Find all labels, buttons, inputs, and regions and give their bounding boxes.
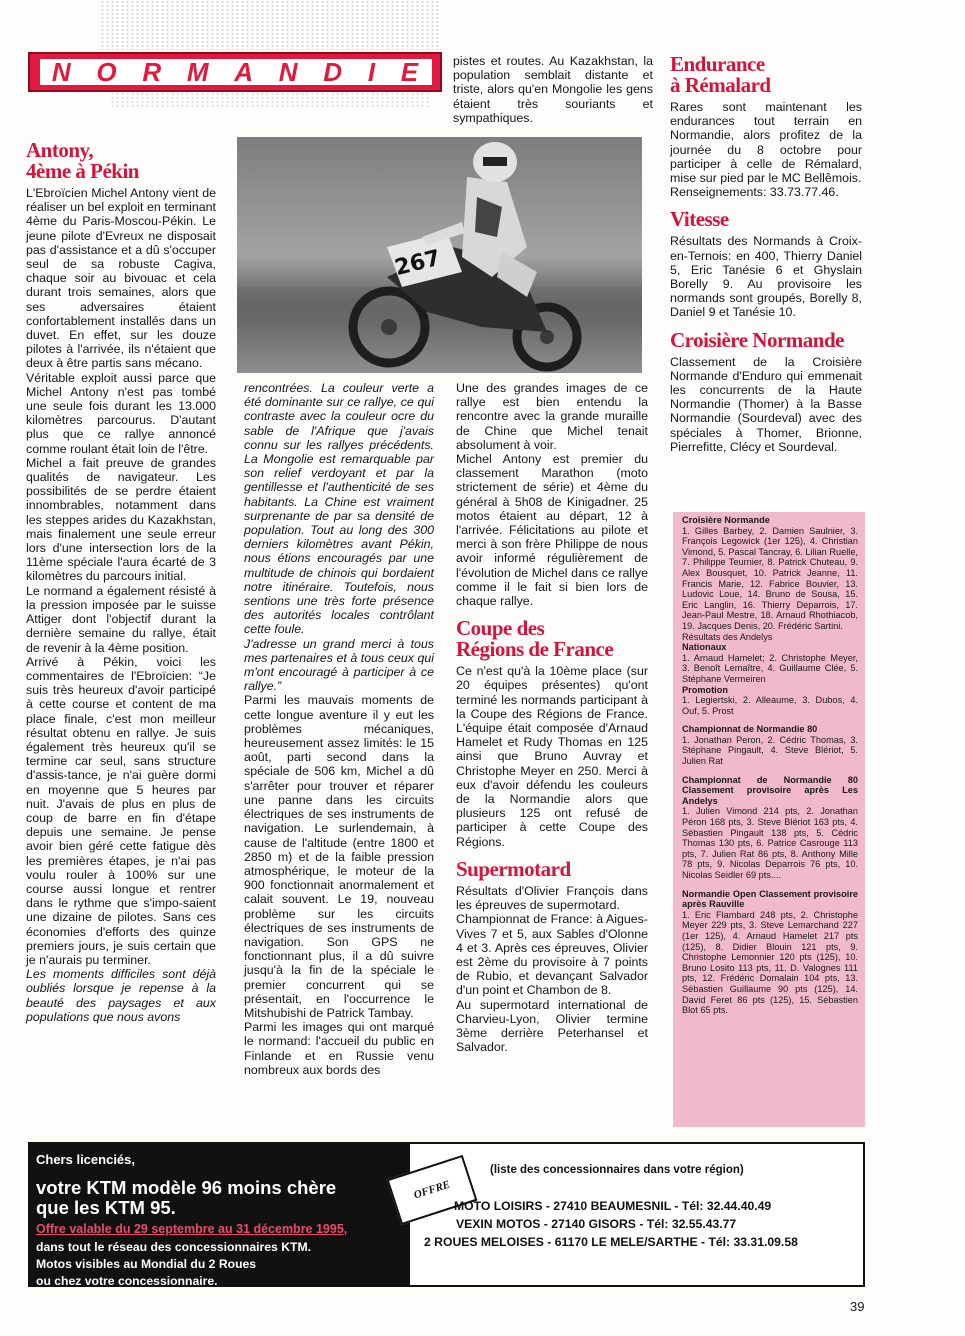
race-number: 267 — [392, 245, 444, 282]
banner-letter: E — [400, 56, 421, 87]
article-title — [670, 54, 862, 96]
article-col3 — [456, 381, 648, 1054]
paragraph: Le normand a également résisté à la pression imposée par le suisse Attiger dont l'objectif durant la dernière semaine du rallye, était de revenir à la 4ème position. — [26, 583, 216, 655]
ad-detail-line: Motos visibles au Mondial du 2 Roues — [36, 1257, 257, 1271]
banner-letter: R — [142, 56, 164, 87]
banner-letter: I — [367, 56, 378, 87]
article-title-line: à Rémalard — [670, 73, 771, 97]
results-heading: Nationaux — [682, 642, 727, 653]
results-heading: Promotion — [682, 684, 728, 695]
offer-stamp: OFFRE — [387, 1155, 478, 1225]
paragraph: Parmi les images qui ont marqué le normand: l'accueil du public en Finlande et en Russie venu nombreux aux bords des — [244, 1020, 434, 1077]
article-title-line: Endurance — [670, 52, 765, 76]
article-title — [26, 140, 216, 182]
article-title-line: 4ème à Pékin — [26, 159, 139, 183]
banner-texture-bottom — [110, 92, 430, 108]
ktm-advertisement — [28, 1142, 865, 1287]
motocross-photo — [237, 137, 642, 373]
paragraph: Classement de la Croisière Normande d'Enduro qui emmenait les concurrents de la Haute Normandie (Thomer) à la Basse Normandie (Sourdeval) avec des spéciales à Thomer, Brionne, Pierrefitte, Clécy et Sourdeval. — [670, 354, 862, 454]
paragraph: J'adresse un grand merci à tous mes partenaires et à tous ceux qui m'ont encouragé à participer à ce rallye.” — [244, 636, 434, 694]
paragraph: Une des grandes images de ce rallye est bien entendu la rencontre avec la grande muraille de Chine que Michel tenait absolument à voir. — [456, 381, 648, 452]
paragraph: Résultats des Normands à Croix-en-Ternois: en 400, Thierry Daniel 5, Eric Tanésie 6 et Ghyslain Borelly 9. Au provisoire les normands sont groupés, Borelly 8, Daniel 9 et Tanésie 10. — [670, 234, 862, 320]
paragraph: pistes et routes. Au Kazakhstan, la population semblait distante et triste, alors qu'en Mongolie les gens étaient très souriants et sympathiques. — [453, 54, 653, 125]
paragraph: Parmi les mauvais moments de cette longue aventure il y eut les problèmes mécaniques, heureusement assez limités: le 15 août, parti second dans la spéciale de 506 km, Michel a dû s'arrêter pour trouver et réparer une panne dans les circuits électriques de ses instruments de navigation. Le surlendemain, à cause de l'altitude (entre 1800 et 2850 m) et de la faible pression atmosphérique, le moteur de la 900 fonctionnait anormalement et calait souvent. Le 19, nouveau problème sur les circuits électriques de ses instruments de navigation. Son GPS ne fonctionnant plus, il a dû suivre jusqu'à la fin de la spéciale le premier concurrent qui se présentait, en l'occurrence le Mitshubishi de Patrick Tambay. — [244, 693, 434, 1020]
results-text: 1. Gilles Barbey, 2. Damien Saulnier, 3. François Legowick (1er 125), 4. Christian Vimond, 5. Pascal Tancray, 6. Lilian Ruelle, 7. Philippe Teurnier, 8. Patrick Chuteau, 9. Alex Bousquet, 10. Patrick Jeanne, 11. Francis Marie, 12. Fabrice Bouvier, 13. Ludovic Loue, 14. Bruno de Sousa, 15. Eric Langlin, 16. Thierry Deparrois, 17. Jean-Paul Mestre, 18. Arnaud Rhothiacob, 19. Jacques Denis, 20. Frédéric Sartini. — [682, 525, 858, 631]
article-title — [456, 618, 648, 660]
banner-texture-top — [100, 0, 440, 50]
banner-letter: M — [186, 56, 211, 87]
page-number: 39 — [850, 1299, 865, 1314]
dealer-line: MOTO LOISIRS - 27410 BEAUMESNIL - Tél: 32.44.40.49 — [454, 1199, 772, 1213]
paragraph: Arrivé à Pékin, voici les commentaires de l'Ebroïcien: “Je suis très heureux d'avoir participé à cette course et content de ma place finale, c'est mon meilleur résultat obtenu en rallye. Je suis également très heureux qu'il se termine car seul, sans structure d'assis-tance, je n'ai guère dormi en moyenne que 5 heures par nuit. J'avais de plus en plus de coup de barre en fin d'étape depuis une semaine. Je pense avoir bien géré cette fatigue dès les premières étapes, je n'ai pas voulu rouler à 100% sur une course aussi longue et rentrer dans le rythme que s'impo-saient une dizaine de pilotes. Sans ces économies d'efforts des quinze premiers jours, je suis certain que je n'aurais pu terminer. — [26, 654, 216, 967]
ad-dealers-panel — [410, 1144, 863, 1285]
paragraph: Au supermotard international de Charvieu-Lyon, Olivier termine 3ème derrière Peterhansel et Salvador. — [456, 997, 648, 1055]
results-heading: Croisière Normande — [682, 515, 770, 525]
paragraph: Michel a fait preuve de grandes qualités de navigateur. Les possibilités de se perdre étaient innombrables, notamment dans les steppes arides du Kazakhstan, mais finalement une seule erreur lors d'une intersection lors de la 11ème spéciale l'aura écarté de 3 kilomètres du parcours initial. — [26, 455, 216, 584]
ad-headline-line: votre KTM modèle 96 moins chère — [36, 1177, 337, 1198]
results-subheading: Résultats des Andelys — [682, 631, 773, 642]
article-antony-col1 — [26, 136, 216, 1024]
results-text: 1. Jonathan Peron, 2. Cédric Thomas, 3. Stéphane Pingault, 4. Steve Blériot, 5. Julien Rat — [682, 734, 858, 767]
paragraph: rencontrées. La couleur verte a été dominante sur ce rallye, ce qui contraste avec la couleur ocre du sable de l'Afrique que j'avais connu sur les rallyes précédents. La Mongolie est remarquable par son relief verdoyant et par la gentillesse et l'authenticité de ses habitants. La Chine est vraiment surprenante de par sa densité de population. Tout au long des 300 derniers kilomètres avant Pékin, nous étions encouragés par une multitude de chinois qui bordaient notre itinéraire. Toutefois, nous sentions une très forte présence des autorités locales contrôlant cette foule. — [244, 381, 434, 637]
banner-letter: A — [234, 56, 256, 87]
article-title: Vitesse — [670, 207, 729, 232]
paragraph: L'Ebroïcien Michel Antony vient de réaliser un bel exploit en terminant 4ème du Paris-Moscou-Pékin. Le jeune pilote d'Evreux ne disposait pas d'assistance et a dû s'occuper seul de sa robuste Cagiva, chaque soir au bivouac et cela durant trois semaines, alors que ses adversaires étaient confortablement installés dans un duvet. En effet, sur les douze pilotes à l'arrivée, ils n'étaient que deux à être partis sans mécano. — [26, 186, 216, 371]
banner-letter: N — [278, 56, 300, 87]
ad-detail-line: dans tout le réseau des concessionnaires KTM. — [36, 1240, 311, 1254]
paragraph: Renseignements: 33.73.77.46. — [670, 185, 839, 200]
article-antony-col2 — [244, 381, 434, 1077]
article-title-line: Antony, — [26, 138, 94, 162]
paragraph: Résultats d'Olivier François dans les épreuves de supermotard. — [456, 883, 648, 913]
banner-letter: D — [323, 56, 345, 87]
paragraph: Véritable exploit aussi parce que Michel Antony n'est pas tombé une seule fois durant les 13.000 kilomètres parcourus. D'autant plus que ce rallye annoncé comme roulant était loin de l'être. — [26, 370, 216, 456]
paragraph: Ce n'est qu'à la 10ème place (sur 20 équipes présentes) qu'ont terminé les normands participant à la Coupe des Régions de France. L'équipe était composée d'Arnaud Hamelet et Rudy Thomas en 125 ainsi que Bruno Auvray et Christophe Meyer en 250. Merci à eux d'avoir défendu les couleurs de la Normandie alors que plusieurs 125 ont refusé de participer à cette Coupe des Régions. — [456, 664, 648, 849]
ad-details — [36, 1239, 311, 1290]
rider-illustration — [237, 137, 642, 373]
article-col4 — [670, 50, 862, 454]
article-title: Croisière Normande — [670, 327, 844, 352]
article-title-line: Coupe des — [456, 616, 545, 641]
results-text: 1. Eric Flambard 248 pts, 2. Christophe Meyer 229 pts, 3. Steve Lemarchand 227 (1er 125), 4. Arnaud Hamelet 217 pts (125), 8. Didier Blouin 121 pts, 9. Christophe Lemonnier 120 pts (125), 10. Bruno Losito 113 pts, 11. D. Valognes 111 pts, 12. Frédéric Domalain 104 pts, 13. Sébastien Guillaume 90 pts (125), 14. David Feret 86 pts (125), 15. Sébastien Blot 65 pts. — [682, 909, 858, 1016]
results-text: 1. Arnaud Hamelet; 2. Christophe Meyer, 3. Benoît Lemaître, 4. Guillaume Clée, 5. Stéphane Vermeiren — [682, 652, 858, 684]
results-heading: Championnat de Normandie 80 Classement provisoire après Les Andelys — [682, 774, 858, 806]
results-heading: Championnat de Normandie 80 — [682, 724, 818, 735]
banner-letter: N — [51, 56, 73, 87]
ad-headline-line: que les KTM 95. — [36, 1197, 176, 1218]
article-title: Supermotard — [456, 856, 571, 881]
paragraph: Championnat de France: à Aigues-Vives 7 et 5, aux Sables d'Olonne 4 et 3. Après ces épreuves, Olivier est 2ème du provisoire à 7 points de Rubio, et devançant Salvador d'un point et Chambon de 8. — [456, 912, 648, 998]
paragraph: Michel Antony est premier du classement Marathon (moto strictement de série) et 4ème du général à 5h08 de Kinigadner. 25 motos étaient au départ, 12 à l'arrivée. Félicitations au pilote et merci à son frère Philippe de nous avoir informé régulièrement de l'évolution de Michel dans ce rallye comme il le fait si bien lors de chaque rallye. — [456, 452, 648, 609]
paragraph: Rares sont maintenant les endurances tout terrain en Normandie, alors profitez de la journée du 8 octobre pour participer à celle de Rémalard, mise sur pied par le MC Bellêmois. — [670, 100, 862, 186]
ad-headline — [36, 1178, 376, 1218]
ad-greeting: Chers licenciés, — [36, 1152, 135, 1167]
results-heading: Normandie Open Classement provisoire après Rauville — [682, 888, 858, 910]
article-title-line: Régions de France — [456, 637, 614, 662]
dealer-line: 2 ROUES MELOISES - 61170 LE MELE/SARTHE - Tél: 33.31.09.58 — [424, 1235, 798, 1249]
article-antony-col3-top — [453, 54, 653, 125]
paragraph: Les moments difficiles sont déjà oubliés lorsque je repense à la beauté des paysages et aux populations que nous avons — [26, 967, 216, 1024]
banner-letter: O — [96, 56, 119, 87]
results-list — [682, 515, 858, 1016]
ad-offer-dates: Offre valable du 29 septembre au 31 décembre 1995, — [36, 1222, 348, 1236]
section-banner — [28, 52, 442, 92]
section-banner-title — [40, 56, 432, 87]
dealer-line: VEXIN MOTOS - 27140 GISORS - Tél: 32.55.43.77 — [456, 1217, 737, 1231]
ad-detail-line: ou chez votre concessionnaire. — [36, 1274, 218, 1288]
results-text: 1. Legiertski, 2. Alleaume, 3. Dubos, 4. Ouf, 5. Prost — [682, 695, 858, 716]
dealers-intro: (liste des concessionnaires dans votre région) — [490, 1164, 744, 1176]
results-text: 1. Julien Vimond 214 pts, 2. Jonathan Péron 168 pts, 3. Steve Blériot 163 pts, 4. Sébastien Pingault 138 pts, 5. Cédric Thomas 130 pts, 6. Patrice Casrouge 113 pts, 7. Julien Rat 86 pts, 8. Anthony Mille 78 pts, 9. Nicolas Deparrois 76 pts, 10. Nicolas Seidler 69 pts.... — [682, 806, 858, 880]
ad-offer-panel — [30, 1144, 410, 1288]
